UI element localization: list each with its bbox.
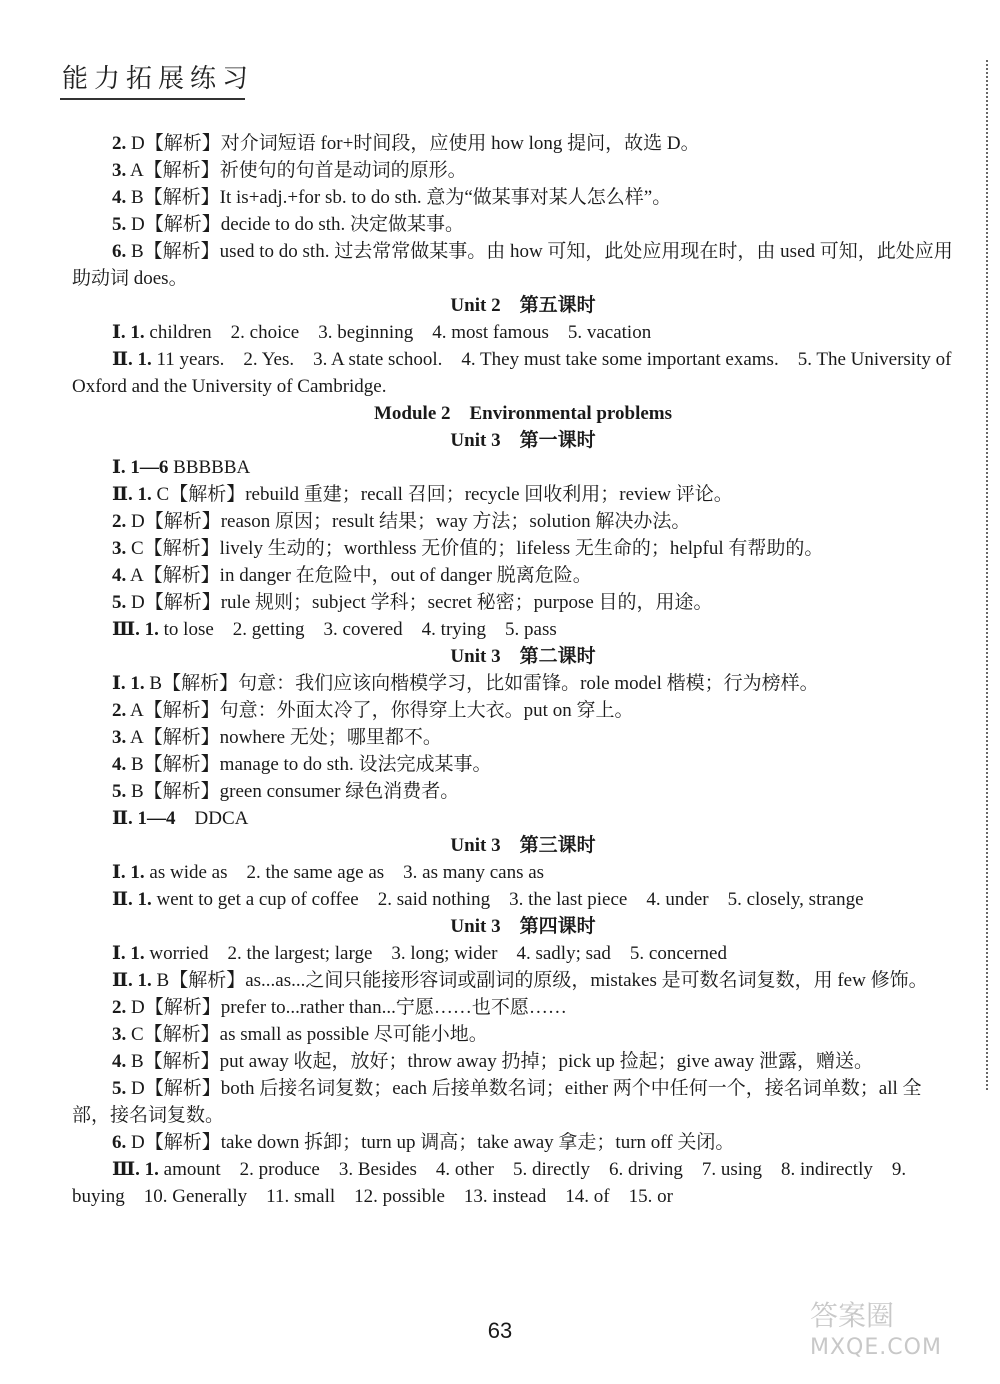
section-heading: Unit 3 第二课时 bbox=[450, 646, 596, 667]
item-number: 3. bbox=[112, 538, 127, 559]
item-number: Ⅱ. 1. bbox=[112, 970, 152, 991]
answer-text: D【解析】reason 原因；result 结果；way 方法；solution 解决办法。 bbox=[126, 511, 691, 532]
answer-line bbox=[72, 751, 954, 778]
item-number: 2. bbox=[112, 997, 127, 1018]
answer-line bbox=[72, 1156, 954, 1210]
answer-text: worried 2. the largest; large 3. long; wider 4. sadly; sad 5. concerned bbox=[144, 943, 727, 964]
item-number: 5. bbox=[112, 214, 127, 235]
answer-text: D【解析】prefer to...rather than...宁愿……也不愿…… bbox=[126, 997, 567, 1018]
answer-text: B【解析】green consumer 绿色消费者。 bbox=[126, 781, 460, 802]
answer-text: B【解析】used to do sth. 过去常常做某事。由 how 可知，此处应用现在时，由 used 可知，此处应用助动词 does。 bbox=[72, 241, 953, 289]
section-heading: Unit 3 第三课时 bbox=[450, 835, 596, 856]
item-number: 2. bbox=[112, 700, 127, 721]
answer-text: BBBBBA bbox=[168, 457, 251, 478]
item-number: 2. bbox=[112, 133, 127, 154]
page-number: 63 bbox=[487, 1318, 513, 1343]
watermark-url: MXQE.COM bbox=[810, 1335, 942, 1360]
item-number: Ⅲ. 1. bbox=[112, 619, 159, 640]
answer-text: D【解析】rule 规则；subject 学科；secret 秘密；purpose 目的，用途。 bbox=[126, 592, 713, 613]
answer-text: D【解析】take down 拆卸；turn up 调高；take away 拿走；turn off 关闭。 bbox=[126, 1132, 735, 1153]
answer-line bbox=[72, 535, 954, 562]
item-number: Ⅱ. 1. bbox=[112, 349, 152, 370]
answer-text: D【解析】both 后接名词复数；each 后接单数名词；either 两个中任何一个，接名词单数；all 全部，接名词复数。 bbox=[72, 1078, 922, 1126]
item-number: 3. bbox=[112, 1024, 127, 1045]
answer-line bbox=[72, 184, 954, 211]
item-number: 4. bbox=[112, 187, 127, 208]
answer-line bbox=[72, 778, 954, 805]
answer-text: B【解析】句意：我们应该向楷模学习，比如雷锋。role model 楷模；行为榜样。 bbox=[144, 673, 819, 694]
section-heading: Unit 2 第五课时 bbox=[450, 295, 596, 316]
item-number: Ⅰ. 1. bbox=[112, 673, 145, 694]
answer-line bbox=[72, 346, 954, 400]
item-number: Ⅱ. 1—4 bbox=[112, 808, 176, 829]
item-number: Ⅰ. 1. bbox=[112, 322, 145, 343]
answer-line bbox=[72, 319, 954, 346]
answer-line bbox=[72, 1129, 954, 1156]
answer-text: amount 2. produce 3. Besides 4. other 5. directly 6. driving 7. using 8. indirectly 9. buying 10. Generally 11. small 12. possible 13. instead 14. of 15. or bbox=[72, 1159, 907, 1207]
item-number: 6. bbox=[112, 1132, 127, 1153]
item-number: 5. bbox=[112, 781, 127, 802]
item-number: Ⅲ. 1. bbox=[112, 1159, 159, 1180]
section-heading: Unit 3 第一课时 bbox=[450, 430, 596, 451]
answer-line bbox=[72, 967, 954, 994]
answer-line bbox=[72, 670, 954, 697]
answer-line bbox=[72, 994, 954, 1021]
item-number: 3. bbox=[112, 727, 127, 748]
answer-text: D【解析】decide to do sth. 决定做某事。 bbox=[126, 214, 465, 235]
item-number: Ⅰ. 1. bbox=[112, 862, 145, 883]
item-number: Ⅱ. 1. bbox=[112, 484, 152, 505]
answer-line bbox=[72, 1075, 954, 1129]
item-number: 3. bbox=[112, 160, 127, 181]
item-number: Ⅰ. 1. bbox=[112, 943, 145, 964]
header-title: 能力拓展练习 bbox=[62, 64, 255, 94]
answer-text: B【解析】put away 收起，放好；throw away 扔掉；pick up 捡起；give away 泄露，赠送。 bbox=[126, 1051, 873, 1072]
answer-text: went to get a cup of coffee 2. said nothing 3. the last piece 4. under 5. closely, strange bbox=[151, 889, 864, 910]
watermark bbox=[810, 1300, 942, 1364]
answer-text: A【解析】祈使句的句首是动词的原形。 bbox=[126, 160, 467, 181]
answer-text: B【解析】as...as...之间只能接形容词或副词的原级，mistakes 是可数名词复数，用 few 修饰。 bbox=[151, 970, 928, 991]
item-number: 5. bbox=[112, 1078, 127, 1099]
answer-line bbox=[72, 859, 954, 886]
answer-text: A【解析】in danger 在危险中，out of danger 脱离危险。 bbox=[126, 565, 592, 586]
answer-text: B【解析】It is+adj.+for sb. to do sth. 意为“做某事对某人怎么样”。 bbox=[126, 187, 672, 208]
answer-text: as wide as 2. the same age as 3. as many cans as bbox=[144, 862, 545, 883]
answer-text: children 2. choice 3. beginning 4. most famous 5. vacation bbox=[144, 322, 652, 343]
item-number: 4. bbox=[112, 565, 127, 586]
answer-text: to lose 2. getting 3. covered 4. trying 5. pass bbox=[158, 619, 557, 640]
answer-line bbox=[72, 508, 954, 535]
answer-text: C【解析】as small as possible 尽可能小地。 bbox=[126, 1024, 488, 1045]
answer-text: A【解析】nowhere 无处；哪里都不。 bbox=[126, 727, 442, 748]
item-number: 4. bbox=[112, 1051, 127, 1072]
item-number: Ⅱ. 1. bbox=[112, 889, 152, 910]
item-number: 2. bbox=[112, 511, 127, 532]
answer-line bbox=[72, 724, 954, 751]
answer-line bbox=[72, 805, 954, 832]
answer-text: C【解析】rebuild 重建；recall 召回；recycle 回收利用；review 评论。 bbox=[151, 484, 733, 505]
answer-line bbox=[72, 238, 954, 292]
answer-text: 11 years. 2. Yes. 3. A state school. 4. They must take some important exams. 5. The University of Oxford and the University of Cambridge. bbox=[72, 349, 952, 397]
answer-line bbox=[72, 1048, 954, 1075]
answer-line bbox=[72, 130, 954, 157]
answer-text: B【解析】manage to do sth. 设法完成某事。 bbox=[126, 754, 492, 775]
answer-line bbox=[72, 481, 954, 508]
section-heading: Unit 3 第四课时 bbox=[450, 916, 596, 937]
answer-text: D【解析】对介词短语 for+时间段，应使用 how long 提问，故选 D。 bbox=[126, 133, 700, 154]
watermark-text: 答案圈 bbox=[810, 1299, 895, 1332]
margin-dotted-rule bbox=[986, 60, 988, 1090]
answer-line bbox=[72, 697, 954, 724]
item-number: 4. bbox=[112, 754, 127, 775]
answer-line bbox=[72, 454, 954, 481]
answer-text: DDCA bbox=[175, 808, 249, 829]
answer-line bbox=[72, 562, 954, 589]
answer-line bbox=[72, 1021, 954, 1048]
item-number: Ⅰ. 1—6 bbox=[112, 457, 169, 478]
item-number: 6. bbox=[112, 241, 127, 262]
answer-line bbox=[72, 940, 954, 967]
answer-line bbox=[72, 886, 954, 913]
section-heading: Module 2 Environmental problems bbox=[373, 403, 673, 424]
answer-line bbox=[72, 589, 954, 616]
answer-line bbox=[72, 616, 954, 643]
header-rule bbox=[60, 98, 245, 100]
item-number: 5. bbox=[112, 592, 127, 613]
answer-text: A【解析】句意：外面太冷了，你得穿上大衣。put on 穿上。 bbox=[126, 700, 634, 721]
answer-line bbox=[72, 157, 954, 184]
answer-text: C【解析】lively 生动的；worthless 无价值的；lifeless 无生命的；helpful 有帮助的。 bbox=[126, 538, 824, 559]
answer-content bbox=[72, 130, 954, 1210]
answer-line bbox=[72, 211, 954, 238]
